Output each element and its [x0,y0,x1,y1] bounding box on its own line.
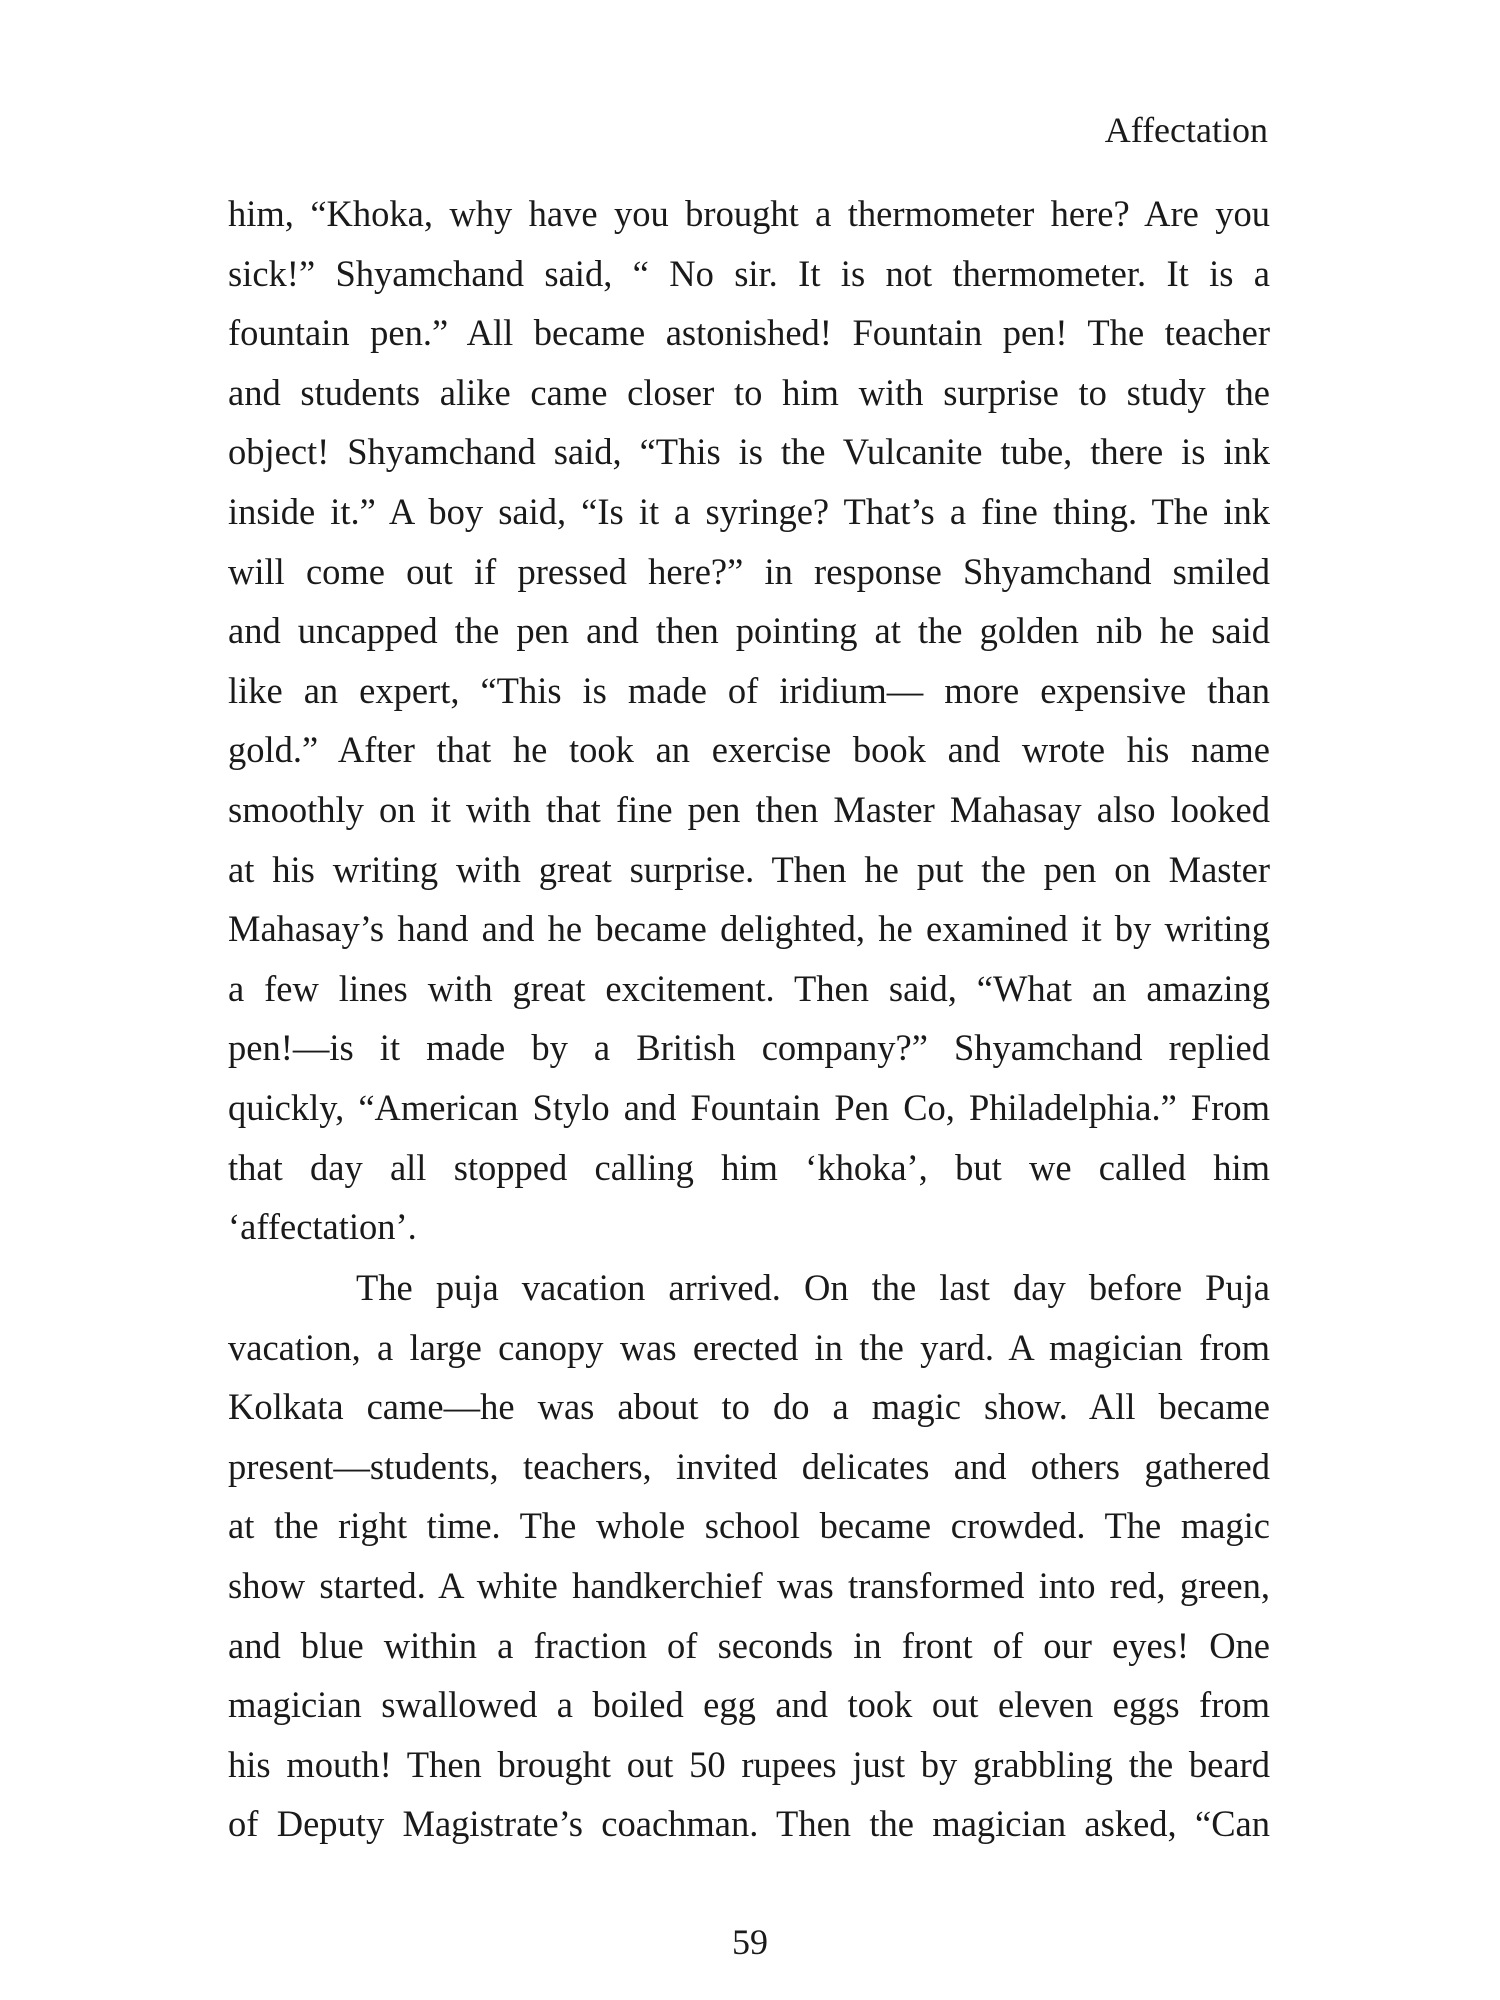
text-line: Kolkata came—he was about to do a magic show. All became [228,1386,1270,1428]
text-line: show started. A white handkerchief was transformed into red, green, [228,1564,1270,1606]
text-line: his mouth! Then brought out 50 rupees just by grabbling the beard [228,1743,1270,1785]
text-line: at the right time. The whole school became crowded. The magic [228,1505,1270,1547]
text-line: will come out if pressed here?” in response Shyamchand smiled [228,550,1270,592]
page-number: 59 [732,1922,768,1962]
text-line: sick!” Shyamchand said, “ No sir. It is not thermometer. It is a [228,252,1270,294]
text-line: magician swallowed a boiled egg and took out eleven eggs from [228,1684,1270,1726]
text-line: a few lines with great excitement. Then said, “What an amazing [228,967,1270,1009]
text-line: inside it.” A boy said, “Is it a syringe? That’s a fine thing. The ink [228,490,1270,532]
text-line: pen!—is it made by a British company?” Shyamchand replied [228,1027,1270,1069]
text-line: like an expert, “This is made of iridium— more expensive than [228,669,1270,711]
text-line: fountain pen.” All became astonished! Fountain pen! The teacher [228,312,1270,354]
text-line: that day all stopped calling him ‘khoka’, but we called him [228,1146,1270,1188]
paragraph-2 [228,1258,1270,1854]
text-line: gold.” After that he took an exercise book and wrote his name [228,729,1270,771]
text-line: at his writing with great surprise. Then he put the pen on Master [228,848,1270,890]
text-line: quickly, “American Stylo and Fountain Pen Co, Philadelphia.” From [228,1086,1270,1128]
text-line: object! Shyamchand said, “This is the Vulcanite tube, there is ink [228,431,1270,473]
text-line: and blue within a fraction of seconds in front of our eyes! One [228,1624,1270,1666]
running-header: Affectation [1104,110,1268,150]
text-line: and uncapped the pen and then pointing at the golden nib he said [228,610,1270,652]
text-line: present—students, teachers, invited delicates and others gathered [228,1445,1270,1487]
text-line: ‘affectation’. [228,1206,417,1248]
paragraph-1 [228,184,1270,1257]
text-line: vacation, a large canopy was erected in the yard. A magician from [228,1326,1270,1368]
text-line: Mahasay’s hand and he became delighted, he examined it by writing [228,908,1270,950]
text-line: smoothly on it with that fine pen then Master Mahasay also looked [228,788,1270,830]
text-line: of Deputy Magistrate’s coachman. Then the magician asked, “Can [228,1803,1270,1845]
text-line: The puja vacation arrived. On the last day before Puja [356,1267,1270,1308]
text-line: him, “Khoka, why have you brought a thermometer here? Are you [228,193,1270,234]
text-line: and students alike came closer to him with surprise to study the [228,371,1270,413]
